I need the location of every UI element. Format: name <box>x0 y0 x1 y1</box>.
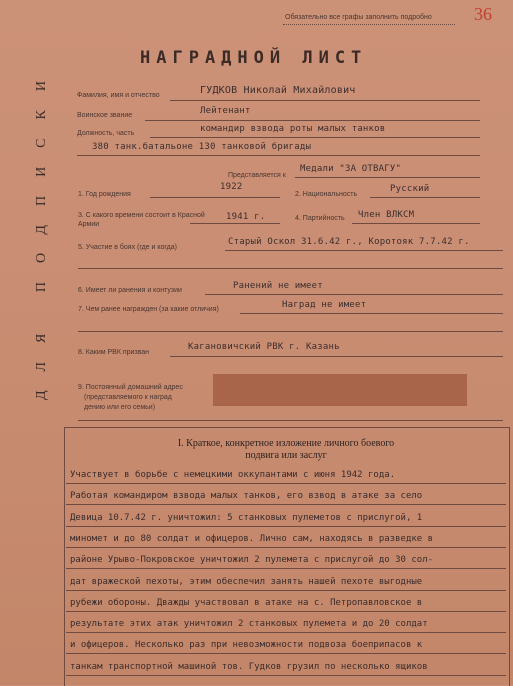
rvk-value: Кагановичский РВК г. Казань <box>188 342 340 352</box>
story-line: Участвует в борьбе с немецкими оккупантами с июня 1942 года. <box>70 470 396 480</box>
header-rule <box>283 24 455 25</box>
unit-rule <box>77 155 480 156</box>
address-rule <box>78 420 503 421</box>
story-rule <box>66 504 506 505</box>
battles-value: Старый Оскол 31.6.42 г., Коротояк 7.7.42 г. <box>228 237 470 247</box>
story-rule <box>66 611 506 612</box>
wounds-label: 6. Имеет ли ранения и контузии <box>78 287 182 294</box>
story-line: результате этих атак уничтожил 2 станковых пулемета и до 20 солдат <box>70 619 428 630</box>
name-rule <box>170 100 480 101</box>
award-value: Медали "ЗА ОТВАГУ" <box>300 164 402 174</box>
section-title-line2: подвига или заслуг <box>245 450 327 461</box>
redaction-block <box>213 374 467 406</box>
story-line: районе Урыво-Покровское уничтожил 2 пулемета с прислугой до 30 сол- <box>70 555 434 566</box>
battles-rule-2 <box>78 268 503 269</box>
nationality-value: Русский <box>390 184 430 194</box>
story-rule <box>66 590 506 591</box>
side-vertical-text: ДЛЯ ПОДПИСКИ <box>34 62 49 400</box>
birth-label: 1. Год рождения <box>78 191 131 198</box>
awarded-rule <box>240 313 503 314</box>
page-title: НАГРАДНОЙ ЛИСТ <box>140 48 368 68</box>
wounds-value: Ранений не имеет <box>233 281 323 291</box>
party-value: Член ВЛКСМ <box>358 210 415 220</box>
rank-label: Воинское звание <box>77 112 133 119</box>
story-rule <box>66 568 506 569</box>
story-line: миномет и до 80 солдат и офицеров. Лично сам, находясь в разведке в <box>70 533 434 544</box>
rank-value: Лейтенант <box>200 106 251 116</box>
awarded-label: 7. Чем ранее награжден (за какие отличия) <box>78 306 219 313</box>
rvk-rule <box>170 356 503 357</box>
awarded-value: Наград не имеет <box>282 300 367 310</box>
position-rule <box>150 137 480 138</box>
address-label-3: дению или его семьи) <box>84 404 156 411</box>
story-rule <box>66 653 506 654</box>
wounds-rule <box>205 294 503 295</box>
rvk-label: 8. Каким РВК призван <box>78 349 150 356</box>
party-rule <box>352 223 480 224</box>
story-rule <box>66 526 506 527</box>
story-line: и офицеров. Несколько раз при невозможности подвоза боеприпасов к <box>70 640 423 651</box>
army-since-rule <box>190 223 280 224</box>
party-label: 4. Партийность <box>295 215 345 222</box>
story-rule <box>66 675 506 676</box>
position-value: командир взвода роты малых танков <box>200 124 386 134</box>
address-label-2: (представляемого к наград <box>84 394 172 401</box>
name-label: Фамилия, имя и отчество <box>77 92 160 99</box>
awarded-rule-2 <box>78 331 503 332</box>
unit-value: 380 танк.батальоне 130 танковой бригады <box>92 142 312 152</box>
story-rule <box>66 483 506 484</box>
address-label-1: 9. Постоянный домашний адрес <box>78 384 183 391</box>
birth-rule <box>150 197 280 198</box>
story-rule <box>66 632 506 633</box>
army-since-value: 1941 г. <box>226 212 266 222</box>
army-since-label: 3. С какого времени состоит в Красной Армии <box>78 212 205 228</box>
required-note: Обязательно все графы заполнить подробно <box>285 14 432 21</box>
story-line: Работая командиром взвода малых танков, его взвод в атаке за село <box>70 491 423 502</box>
story-line: Девица 10.7.42 г. уничтожил: 5 станковых пулеметов с прислугой, 1 <box>70 512 423 523</box>
section-title-line1: I. Краткое, конкретное изложение личного боевого <box>177 438 395 449</box>
story-line: танкам транспортной машиной тов. Гудков грузил по несколько ящиков <box>70 661 428 672</box>
story-rule <box>66 547 506 548</box>
position-label: Должность, часть <box>77 130 135 137</box>
name-value: ГУДКОВ Николай Михайлович <box>200 85 356 96</box>
story-line: рубежи обороны. Дважды участвовал в атаке на с. Петропавловское в <box>70 597 423 608</box>
birth-value: 1922 <box>220 182 243 192</box>
award-label: Представляется к <box>228 172 286 179</box>
page-number: 36 <box>474 4 492 24</box>
award-rule <box>295 177 480 178</box>
battles-label: 5. Участие в боях (где и когда) <box>78 244 177 251</box>
nationality-label: 2. Национальность <box>295 191 358 198</box>
nationality-rule <box>370 197 480 198</box>
battles-rule <box>225 250 503 251</box>
story-line: дат вражеской пехоты, этим обеспечил занять нашей пехоте выгодные <box>70 576 423 587</box>
rank-rule <box>145 120 480 121</box>
